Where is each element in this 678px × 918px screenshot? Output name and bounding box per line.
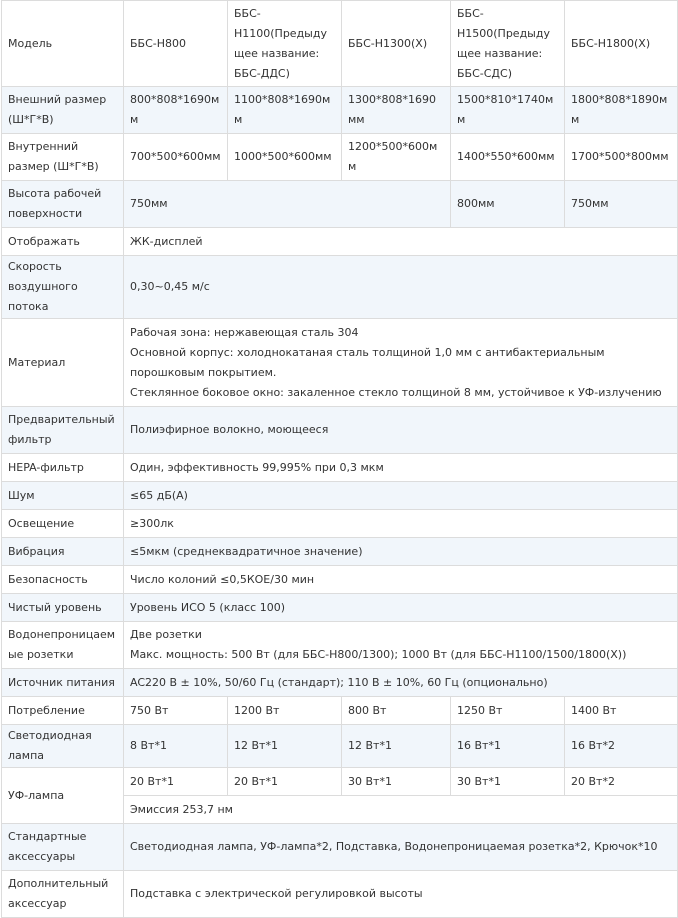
- row-hepa: [2, 454, 678, 482]
- label-lighting: Освещение: [2, 510, 124, 538]
- row-safety: [2, 566, 678, 594]
- value-cell: 20 Вт*1: [124, 768, 228, 796]
- value-cell: 1200 Вт: [228, 697, 342, 725]
- value-cell: ≤65 дБ(А): [124, 482, 678, 510]
- label-air-speed: Скорость воздушного потока: [2, 256, 124, 319]
- value-cell: 1700*500*800мм: [565, 134, 678, 181]
- label-consumption: Потребление: [2, 697, 124, 725]
- label-prefilter: Предварительный фильтр: [2, 407, 124, 454]
- value-cell: 8 Вт*1: [124, 725, 228, 768]
- label-power-supply: Источник питания: [2, 669, 124, 697]
- model-cell: ББС-Н800: [124, 1, 228, 87]
- value-cell: 1200*500*600мм: [342, 134, 451, 181]
- row-std-accessories: [2, 824, 678, 871]
- row-noise: [2, 482, 678, 510]
- row-prefilter: [2, 407, 678, 454]
- value-cell: 20 Вт*1: [228, 768, 342, 796]
- row-internal-size: [2, 134, 678, 181]
- value-cell: 800 Вт: [342, 697, 451, 725]
- value-cell: 12 Вт*1: [342, 725, 451, 768]
- sockets-cell: [124, 622, 678, 669]
- value-cell: Полиэфирное волокно, моющееся: [124, 407, 678, 454]
- value-cell: 1800*808*1890мм: [565, 87, 678, 134]
- model-cell: ББС-Н1800(Х): [565, 1, 678, 87]
- value-cell: 1250 Вт: [451, 697, 565, 725]
- material-cell: [124, 319, 678, 407]
- label-extra-accessory: Дополнительный аксессуар: [2, 871, 124, 918]
- value-cell: 16 Вт*2: [565, 725, 678, 768]
- value-cell: Число колоний ≤0,5КОЕ/30 мин: [124, 566, 678, 594]
- value-cell: 0,30~0,45 м/с: [124, 256, 678, 319]
- value-cell: 30 Вт*1: [342, 768, 451, 796]
- model-cell: ББС-Н1500(Предыдущее название: ББС-СДС): [451, 1, 565, 87]
- value-cell: ≥300лк: [124, 510, 678, 538]
- label-led-lamp: Светодиодная лампа: [2, 725, 124, 768]
- row-external-size: [2, 87, 678, 134]
- model-cell: ББС-Н1100(Предыдущее название: ББС-ДДС): [228, 1, 342, 87]
- value-cell: 1100*808*1690мм: [228, 87, 342, 134]
- value-cell: 12 Вт*1: [228, 725, 342, 768]
- label-display: Отображать: [2, 228, 124, 256]
- material-line: Стеклянное боковое окно: закаленное стекло толщиной 8 мм, устойчивое к УФ-излучению: [130, 385, 662, 399]
- specs-table: [1, 0, 678, 918]
- sockets-line: Две розетки: [130, 628, 202, 641]
- row-material: [2, 319, 678, 407]
- label-material: Материал: [2, 319, 124, 407]
- value-cell: 800мм: [451, 181, 565, 228]
- value-cell: 20 Вт*2: [565, 768, 678, 796]
- material-line: Рабочая зона: нержавеющая сталь 304: [130, 325, 359, 339]
- label-external-size: Внешний размер (Ш*Г*В): [2, 87, 124, 134]
- row-led-lamp: [2, 725, 678, 768]
- row-uv-lamp: [2, 768, 678, 796]
- label-sockets: Водонепроницаемые розетки: [2, 622, 124, 669]
- label-uv-lamp: УФ-лампа: [2, 768, 124, 824]
- row-vibration: [2, 538, 678, 566]
- value-cell: ЖК-дисплей: [124, 228, 678, 256]
- value-cell: 750мм: [565, 181, 678, 228]
- value-cell: 16 Вт*1: [451, 725, 565, 768]
- material-line: Основной корпус: холоднокатаная сталь толщиной 1,0 мм с антибактериальным порошковым покрытием.: [130, 345, 605, 379]
- label-safety: Безопасность: [2, 566, 124, 594]
- value-cell: 750мм: [124, 181, 451, 228]
- value-cell: 750 Вт: [124, 697, 228, 725]
- label-clean-level: Чистый уровень: [2, 594, 124, 622]
- row-sockets: [2, 622, 678, 669]
- value-cell: Подставка с электрической регулировкой высоты: [124, 871, 678, 918]
- label-noise: Шум: [2, 482, 124, 510]
- value-cell: Уровень ИСО 5 (класс 100): [124, 594, 678, 622]
- value-cell: 30 Вт*1: [451, 768, 565, 796]
- label-model: Модель: [2, 1, 124, 87]
- value-cell: 800*808*1690мм: [124, 87, 228, 134]
- row-air-speed: [2, 256, 678, 319]
- row-work-height: [2, 181, 678, 228]
- value-cell: 1400*550*600мм: [451, 134, 565, 181]
- value-cell: 1000*500*600мм: [228, 134, 342, 181]
- label-work-height: Высота рабочей поверхности: [2, 181, 124, 228]
- row-consumption: [2, 697, 678, 725]
- row-clean-level: [2, 594, 678, 622]
- value-cell: Один, эффективность 99,995% при 0,3 мкм: [124, 454, 678, 482]
- row-power-supply: [2, 669, 678, 697]
- label-internal-size: Внутренний размер (Ш*Г*В): [2, 134, 124, 181]
- value-cell: 1500*810*1740мм: [451, 87, 565, 134]
- value-cell: Светодиодная лампа, УФ-лампа*2, Подставка, Водонепроницаемая розетка*2, Крючок*10: [124, 824, 678, 871]
- value-cell: AC220 В ± 10%, 50/60 Гц (стандарт); 110 В ± 10%, 60 Гц (опционально): [124, 669, 678, 697]
- value-cell: 700*500*600мм: [124, 134, 228, 181]
- model-cell: ББС-Н1300(Х): [342, 1, 451, 87]
- value-cell: ≤5мкм (среднеквадратичное значение): [124, 538, 678, 566]
- sockets-line: Макс. мощность: 500 Вт (для ББС-Н800/1300); 1000 Вт (для ББС-Н1100/1500/1800(Х)): [130, 648, 627, 661]
- label-vibration: Вибрация: [2, 538, 124, 566]
- row-lighting: [2, 510, 678, 538]
- label-hepa: HEPA-фильтр: [2, 454, 124, 482]
- value-cell: Эмиссия 253,7 нм: [124, 796, 678, 824]
- value-cell: 1300*808*1690мм: [342, 87, 451, 134]
- label-std-accessories: Стандартные аксессуары: [2, 824, 124, 871]
- row-model: [2, 1, 678, 87]
- row-display: [2, 228, 678, 256]
- row-extra-accessory: [2, 871, 678, 918]
- value-cell: 1400 Вт: [565, 697, 678, 725]
